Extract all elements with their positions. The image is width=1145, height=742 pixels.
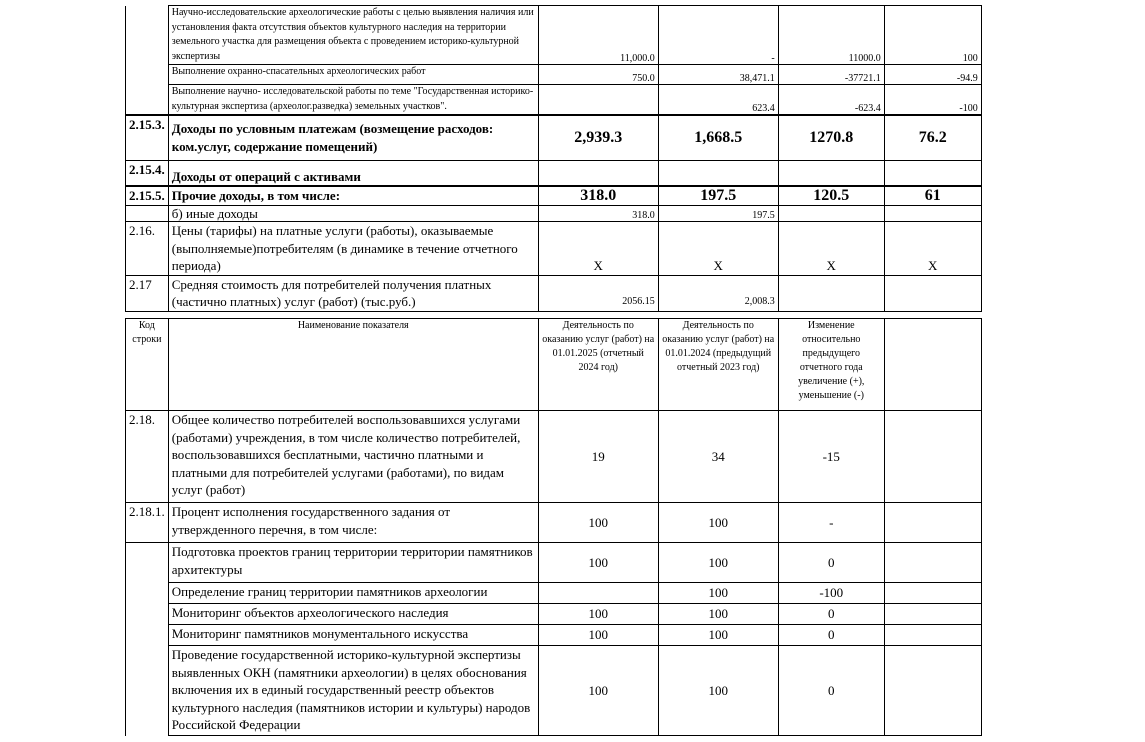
table-row — [126, 85, 982, 116]
row-name: Определение границ территории памятников археологии — [168, 583, 538, 604]
row-code — [126, 625, 169, 646]
table-row — [126, 206, 982, 222]
row-name: Средняя стоимость для потребителей получения платных (частично платных) услуг (работ) (тыс.руб.) — [168, 275, 538, 311]
row-value-2: 197.5 — [658, 206, 778, 222]
row-name: Процент исполнения государственного задания от утвержденного перечня, в том числе: — [168, 503, 538, 543]
table-row — [126, 115, 982, 160]
row-name: Прочие доходы, в том числе: — [168, 186, 538, 206]
row-value-4: 100 — [884, 6, 981, 65]
row-value-3: 0 — [778, 604, 884, 625]
header-empty — [884, 319, 981, 411]
row-value-1: 100 — [538, 604, 658, 625]
row-value-1 — [538, 160, 658, 186]
row-value-4: Х — [884, 222, 981, 276]
row-code — [126, 604, 169, 625]
row-value-3: -15 — [778, 411, 884, 503]
row-value-1: 100 — [538, 503, 658, 543]
row-value-3: -37721.1 — [778, 65, 884, 85]
row-value-2: 38,471.1 — [658, 65, 778, 85]
row-name: б) иные доходы — [168, 206, 538, 222]
row-value-1: 750.0 — [538, 65, 658, 85]
row-value-1 — [538, 85, 658, 116]
row-value-1: 318.0 — [538, 206, 658, 222]
table-row — [126, 65, 982, 85]
row-name: Подготовка проектов границ территории территории памятников архитектуры — [168, 543, 538, 583]
row-value-1: 2056.15 — [538, 275, 658, 311]
header-col2: Деятельность по оказанию услуг (работ) на 01.01.2024 (предыдущий отчетный 2023 год) — [658, 319, 778, 411]
row-value-2: 623.4 — [658, 85, 778, 116]
row-value-3: -100 — [778, 583, 884, 604]
row-value-1: 2,939.3 — [538, 115, 658, 160]
row-name: Доходы от операций с активами — [168, 160, 538, 186]
table-row — [126, 625, 982, 646]
table-row — [126, 411, 982, 503]
row-value-3 — [778, 160, 884, 186]
row-value-1: 318.0 — [538, 186, 658, 206]
row-name: Выполнение охранно-спасательных археологических работ — [168, 65, 538, 85]
row-value-4: 76.2 — [884, 115, 981, 160]
row-code — [126, 206, 169, 222]
row-value-4 — [884, 625, 981, 646]
row-value-2: 100 — [658, 583, 778, 604]
table-row — [126, 222, 982, 276]
row-code — [126, 6, 169, 65]
row-code — [126, 646, 169, 736]
table-row — [126, 604, 982, 625]
row-name: Проведение государственной историко-культурной экспертизы выявленных ОКН (памятники археологии) в целях обоснования включения их в единый государственный реестр объектов культурного наследия (памятников истории и культуры) народов Российской Федерации — [168, 646, 538, 736]
row-code — [126, 85, 169, 116]
row-value-2: 34 — [658, 411, 778, 503]
row-value-4 — [884, 604, 981, 625]
row-value-2: Х — [658, 222, 778, 276]
row-value-4 — [884, 543, 981, 583]
row-value-2: 197.5 — [658, 186, 778, 206]
table-row — [126, 646, 982, 736]
row-name: Мониторинг объектов археологического наследия — [168, 604, 538, 625]
row-code: 2.15.5. — [126, 186, 169, 206]
row-value-1: Х — [538, 222, 658, 276]
row-value-4 — [884, 160, 981, 186]
finance-table — [125, 5, 982, 312]
table-row — [126, 186, 982, 206]
row-value-1 — [538, 583, 658, 604]
row-value-3: 11000.0 — [778, 6, 884, 65]
row-value-4: -100 — [884, 85, 981, 116]
row-value-4 — [884, 503, 981, 543]
table-row — [126, 6, 982, 65]
row-value-4 — [884, 275, 981, 311]
row-name: Доходы по условным платежам (возмещение расходов: ком.услуг, содержание помещений) — [168, 115, 538, 160]
header-col3: Изменение относительно предыдущего отчетного года увеличение (+), уменьшение (-) — [778, 319, 884, 411]
row-value-4: -94.9 — [884, 65, 981, 85]
table-row — [126, 543, 982, 583]
row-value-3 — [778, 275, 884, 311]
consumers-table — [125, 318, 982, 736]
row-value-1: 100 — [538, 625, 658, 646]
row-value-2: 100 — [658, 503, 778, 543]
table-row — [126, 503, 982, 543]
row-name: Общее количество потребителей воспользовавшихся услугами (работами) учреждения, в том числе количество потребителей, воспользовавшихся бесплатными, частично платными и платными для потребителей услугами (работами), по видам услуг (работ) — [168, 411, 538, 503]
row-value-2: 2,008.3 — [658, 275, 778, 311]
header-name: Наименование показателя — [168, 319, 538, 411]
row-name: Цены (тарифы) на платные услуги (работы), оказываемые (выполняемые)потребителям (в динамике в течение отчетного периода) — [168, 222, 538, 276]
row-value-4: 61 — [884, 186, 981, 206]
row-code: 2.15.4. — [126, 160, 169, 186]
row-value-4 — [884, 206, 981, 222]
row-code: 2.18. — [126, 411, 169, 503]
row-name: Мониторинг памятников монументального искусства — [168, 625, 538, 646]
row-value-1: 19 — [538, 411, 658, 503]
row-value-1: 11,000.0 — [538, 6, 658, 65]
row-value-3: 0 — [778, 646, 884, 736]
row-value-2: 1,668.5 — [658, 115, 778, 160]
row-value-3: 1270.8 — [778, 115, 884, 160]
row-value-4 — [884, 646, 981, 736]
row-value-2: - — [658, 6, 778, 65]
header-col1: Деятельность по оказанию услуг (работ) на 01.01.2025 (отчетный 2024 год) — [538, 319, 658, 411]
row-value-3: -623.4 — [778, 85, 884, 116]
table-row — [126, 160, 982, 186]
row-value-2: 100 — [658, 604, 778, 625]
table-row — [126, 583, 982, 604]
row-code — [126, 583, 169, 604]
row-value-3: - — [778, 503, 884, 543]
row-value-2: 100 — [658, 625, 778, 646]
row-name: Научно-исследовательские археологические работы с целью выявления наличия или установления факта отсутствия объектов культурного наследия на территории земельного участка для размещения объекта с проведением историко-культурной экспертизы — [168, 6, 538, 65]
table-header-row — [126, 319, 982, 411]
row-value-2 — [658, 160, 778, 186]
row-value-1: 100 — [538, 543, 658, 583]
row-code — [126, 65, 169, 85]
row-value-3: 0 — [778, 625, 884, 646]
row-name: Выполнение научно- исследовательской работы по теме "Государственная историко-культурная экспертиза (археолог.разведка) земельных участков". — [168, 85, 538, 116]
row-code — [126, 543, 169, 583]
row-value-2: 100 — [658, 543, 778, 583]
row-code: 2.17 — [126, 275, 169, 311]
row-value-3: 0 — [778, 543, 884, 583]
table-row — [126, 275, 982, 311]
header-code: Код строки — [126, 319, 169, 411]
row-value-3 — [778, 206, 884, 222]
row-value-3: Х — [778, 222, 884, 276]
row-value-3: 120.5 — [778, 186, 884, 206]
row-value-4 — [884, 411, 981, 503]
row-code: 2.15.3. — [126, 115, 169, 160]
row-code: 2.18.1. — [126, 503, 169, 543]
row-value-2: 100 — [658, 646, 778, 736]
row-code: 2.16. — [126, 222, 169, 276]
row-value-4 — [884, 583, 981, 604]
row-value-1: 100 — [538, 646, 658, 736]
